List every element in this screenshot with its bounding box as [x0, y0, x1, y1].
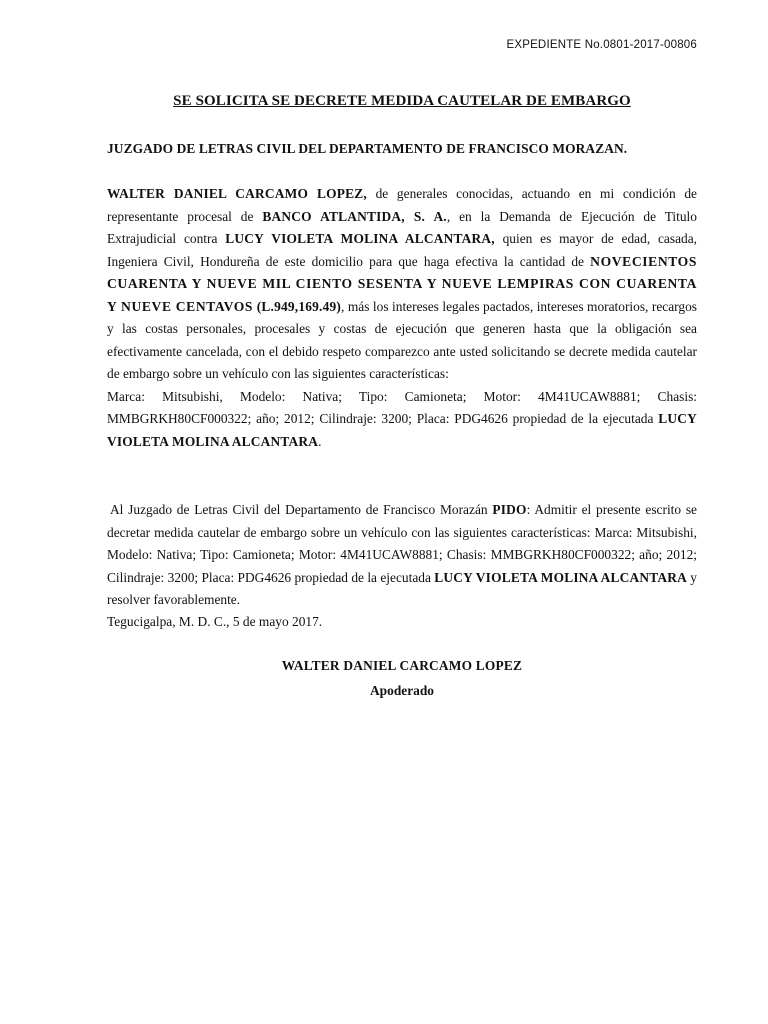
- petitioner-name: WALTER DANIEL CARCAMO LOPEZ,: [107, 186, 367, 201]
- amount-words: NOVECIENTOS CUARENTA Y NUEVE MIL CIENTO SESENTA Y NUEVE LEMPIRAS CON CUARENTA Y NUEVE CENTAVOS: [107, 253, 697, 314]
- bank-name: BANCO ATLANTIDA, S. A.: [262, 208, 447, 224]
- request-text-3: y resolver favorablemente.: [107, 569, 697, 607]
- defendant-name-2: LUCY VIOLETA MOLINA ALCANTARA: [107, 411, 697, 449]
- paragraph-request: [107, 499, 697, 612]
- signature-name: WALTER DANIEL CARCAMO LOPEZ: [281, 658, 523, 673]
- court-heading: JUZGADO DE LETRAS CIVIL DEL DEPARTAMENTO DE FRANCISCO MORAZAN.: [107, 141, 628, 156]
- defendant-name: LUCY VIOLETA MOLINA ALCANTARA,: [225, 231, 495, 246]
- amount-number: (L.949,169.49): [253, 298, 342, 314]
- expediente-number: EXPEDIENTE No.0801-2017-00806: [506, 39, 697, 51]
- request-text-1: Al Juzgado de Letras Civil del Departamento de Francisco Morazán: [110, 502, 493, 517]
- place-date: Tegucigalpa, M. D. C., 5 de mayo 2017.: [107, 614, 323, 629]
- petition-text-3: quien es mayor de edad, casada, Ingeniera Civil, Hondureña de este domicilio para que haga efectiva la cantidad de: [107, 231, 697, 269]
- petition-text-4: , más los intereses legales pactados, intereses moratorios, recargos y las costas personales, procesales y costas de ejecución que generen hasta que la obligación sea efectivamente cancelada, con el debido respeto comparezco ante usted solicitando se decrete medida cautelar de embargo sobre un vehículo con las siguientes características:: [107, 298, 697, 381]
- paragraph-end: .: [318, 433, 322, 449]
- petition-text-1: de generales conocidas, actuando en mi condición de representante procesal de: [107, 186, 697, 224]
- signature-role: Apoderado: [370, 683, 434, 698]
- paragraph-petition: [107, 183, 697, 453]
- request-defendant-name: LUCY VIOLETA MOLINA ALCANTARA: [434, 569, 687, 585]
- pido-keyword: PIDO: [492, 502, 527, 517]
- request-text-2: : Admitir el presente escrito se decretar medida cautelar de embargo sobre un vehículo con las siguientes características: Marca: Mitsubishi, Modelo: Nativa; Tipo: Camioneta; Motor: 4M41UCAW8881; Chasis: MMBGRKH80CF000322; año; 2012; Cilindraje: 3200; Placa: PDG4626 propiedad de la ejecutada: [107, 502, 697, 585]
- vehicle-description: Marca: Mitsubishi, Modelo: Nativa; Tipo: Camioneta; Motor: 4M41UCAW8881; Chasis: MMBGRKH80CF000322; año; 2012; Cilindraje: 3200; Placa: PDG4626 propiedad de la ejecutada: [107, 388, 697, 426]
- petition-text-2: , en la Demanda de Ejecución de Titulo Extrajudicial contra: [107, 208, 697, 246]
- document-title: SE SOLICITA SE DECRETE MEDIDA CAUTELAR DE EMBARGO: [173, 93, 631, 109]
